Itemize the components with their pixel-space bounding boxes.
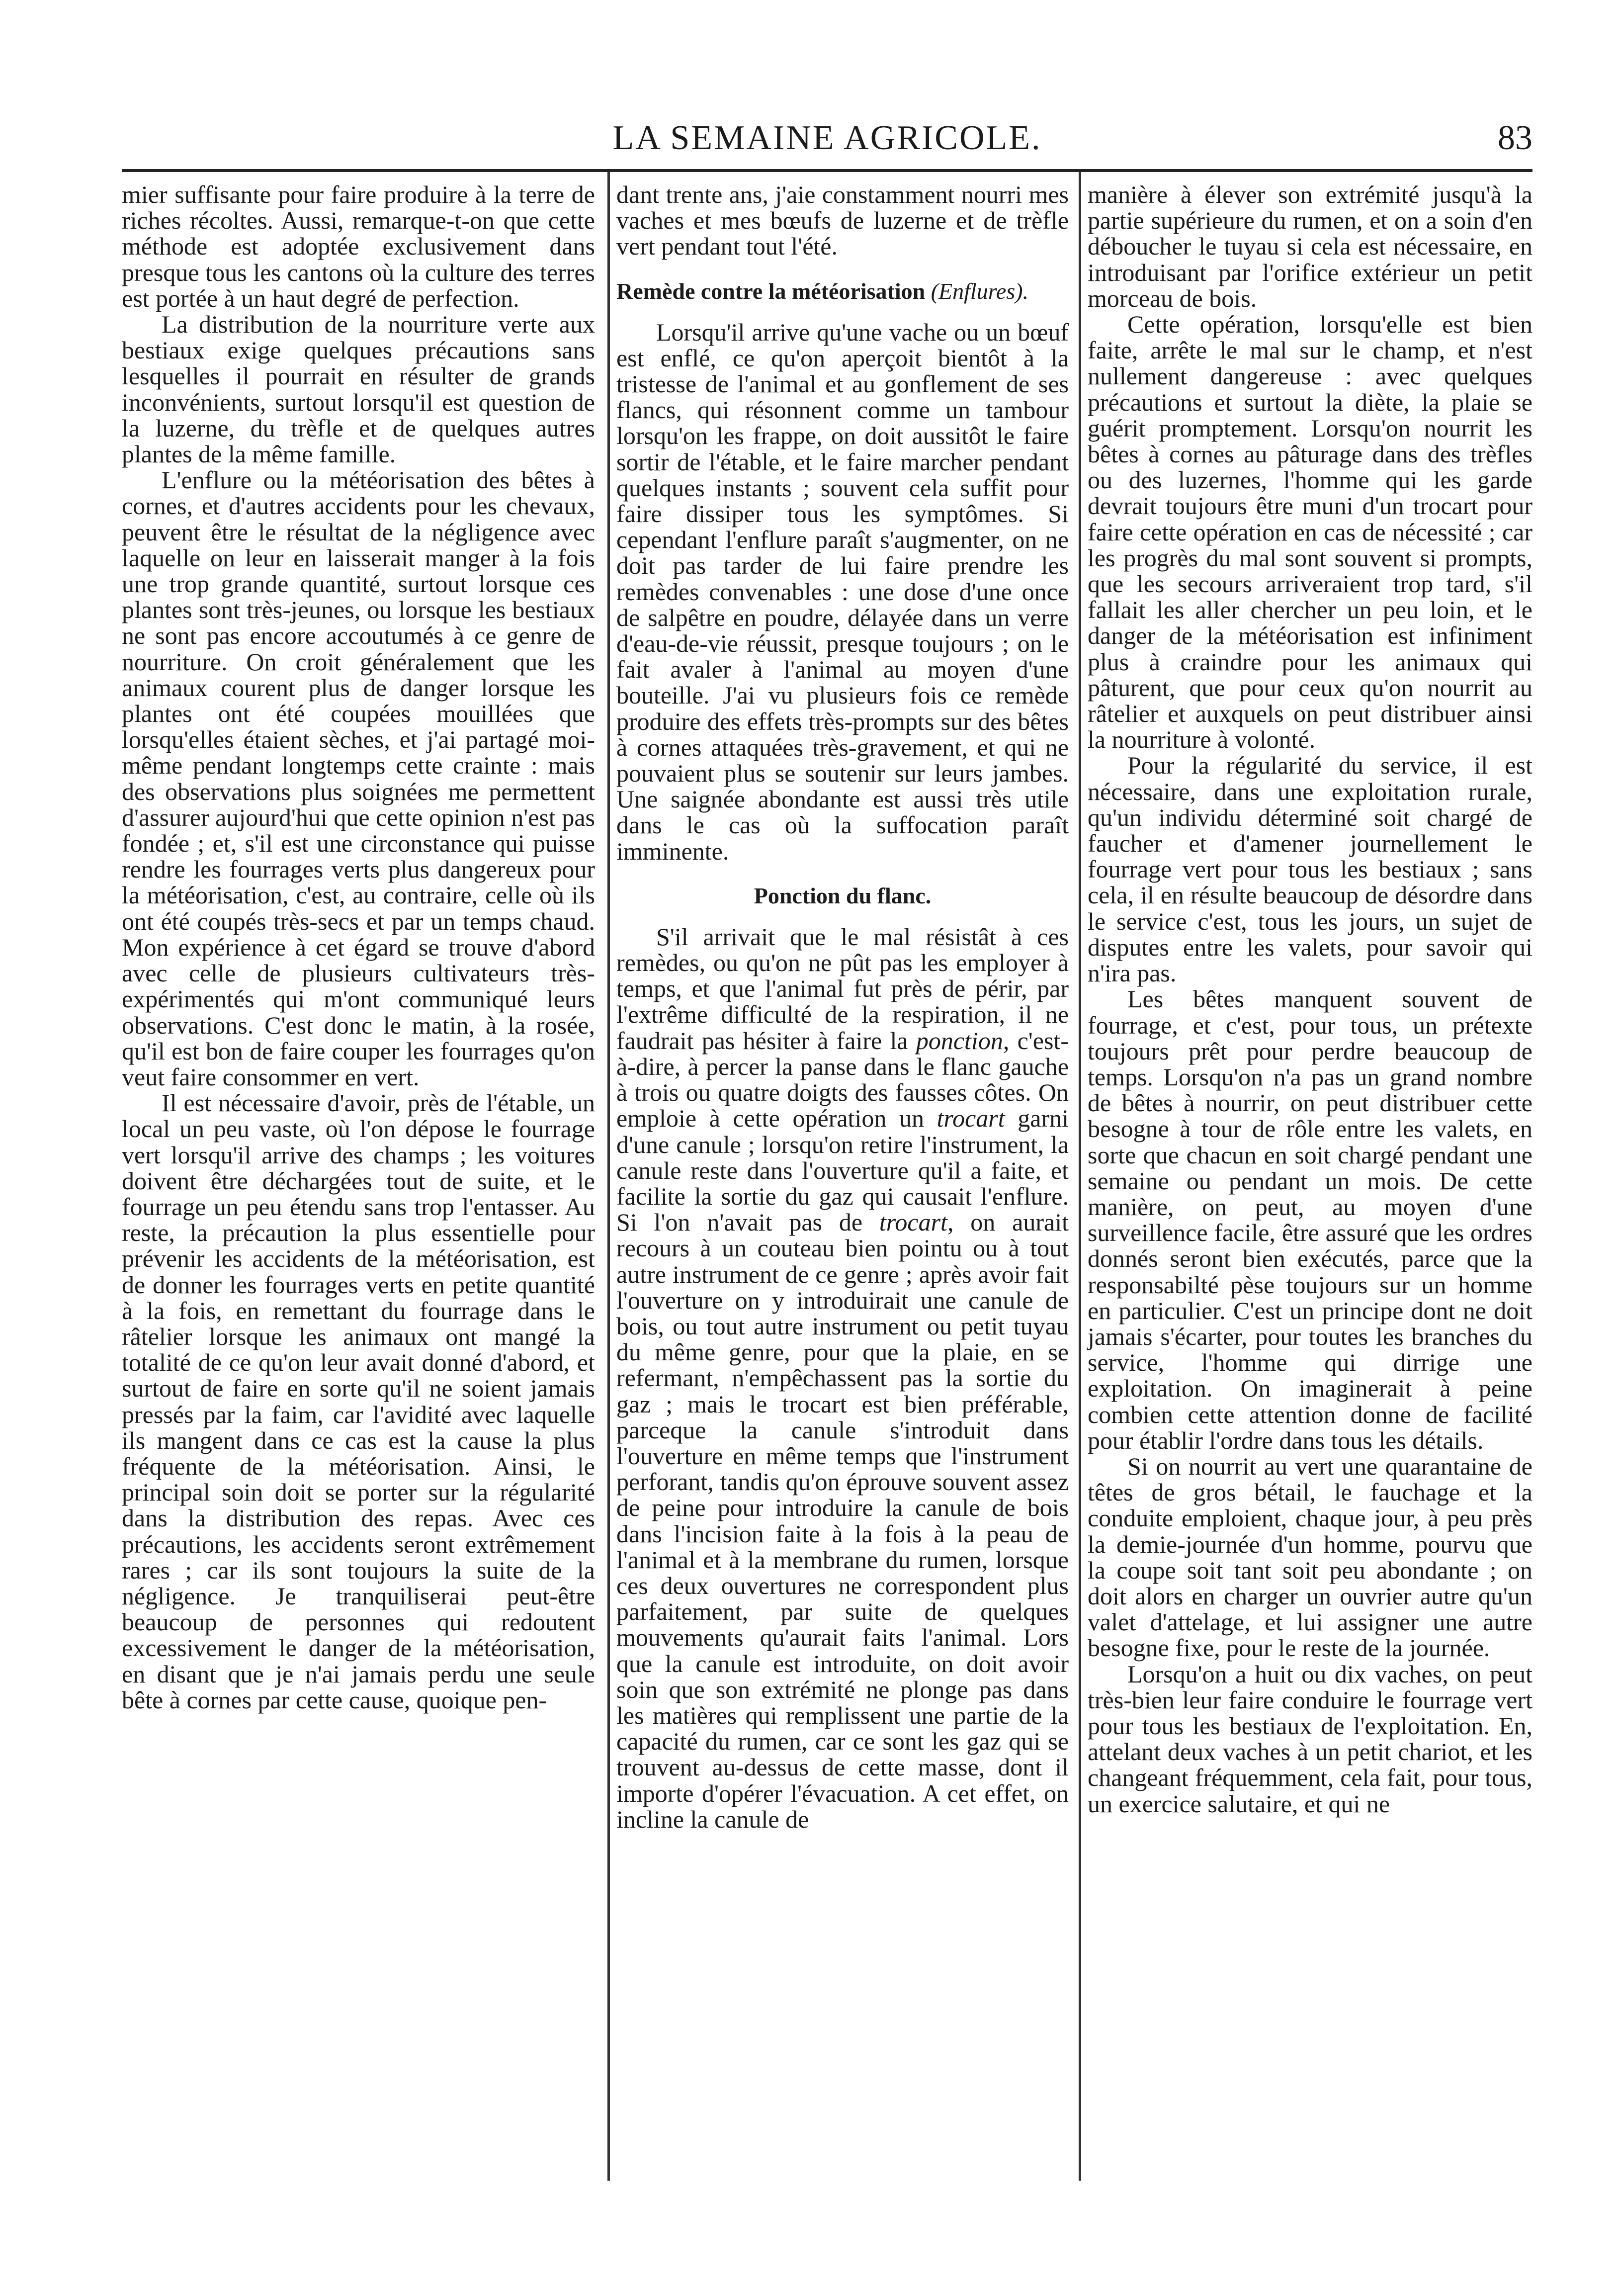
text-run: , on aurait recours à un couteau bien pointu ou à tout autre instrument de ce genre ; après avoir fait l'ouverture on y introduirait une canule de bois, ou tout autre instrument ou petit tuyau du même genre, pour que la plaie, en se refermant, n'empêchassent pas la sortie du gaz ; mais le trocart est bien préférable, parceque la canule s'introduit dans l'ouverture en même temps que l'instrument perforant, tandis qu'on éprouve souvent assez de peine pour introduire la canule de bois dans l'incision faite à la fois à la peau de l'animal et à la membrane du rumen, lorsque ces deux ouvertures ne correspondent plus parfaitement, par suite de quelques mouvements qu'aurait faits l'animal. Lors que la canule est introduite, on doit avoir soin que son extrémité ne plonge pas dans les matières qui remplissent une partie de la capacité du rumen, car ce sont les gaz qui se trouvent au-dessus de cette masse, dont il importe d'opérer l'évacuation. A cet effet, on incline la canule de (616, 1208, 1069, 1833)
paragraph: mier suffisante pour faire produire à la terre de riches récoltes. Aussi, remarque-t-on que cette méthode est adoptée exclusivement dans presque tous les cantons où la culture des terres est portée à un haut degré de perfection. (122, 180, 595, 312)
text-run: garni d'une canule ; lorsqu'on retire l'instrument, la canule reste dans l'ouverture qu'il a faite, et facilite la sortie du gaz qui causait l'enflure. Si l'on n'avait pas de (616, 1104, 1069, 1236)
section-heading-text: Remède contre la météorisation (616, 278, 926, 304)
italic-term: trocart (936, 1104, 1005, 1133)
text-run: , c'est-à-dire, à percer la panse dans le flanc gauche à trois ou quatre doigts des fausses côtes. On emploie à cette opération un (616, 1026, 1069, 1133)
paragraph: Lorsqu'il arrive qu'une vache ou un bœuf est enflé, ce qu'on aperçoit bientôt à la tristesse de l'animal et au gonflement de ses flancs, qui résonnent comme un tambour lorsqu'on les frappe, on doit aussitôt le faire sortir de l'étable, et le faire marcher pendant quelques instants ; souvent cela suffit pour faire dissiper tous les symptômes. Si cependant l'enflure paraît s'augmenter, on ne doit pas tarder de lui faire prendre les remèdes convenables : une dose d'une once de salpêtre en poudre, délayée dans un verre d'eau-de-vie réussit, presque toujours ; on le fait avaler à l'animal au moyen d'une bouteille. J'ai vu plusieurs fois ce remède produire des effets très-prompts sur des bêtes à cornes attaquées très-gravement, et qui ne pouvaient plus se soutenir sur leurs jambes. Une saignée abondante est aussi très utile dans le cas où la suffocation paraît imminente. (616, 318, 1069, 865)
header-rule (122, 169, 1532, 172)
paragraph: dant trente ans, j'aie constamment nourri mes vaches et mes bœufs de luzerne et de trèfle vert pendant tout l'été. (616, 180, 1069, 261)
paragraph: manière à élever son extrémité jusqu'à la partie supérieure du rumen, et on a soin d'en déboucher le tuyau si cela est nécessaire, en introduisant par l'orifice extérieur un petit morceau de bois. (1088, 180, 1532, 312)
column-3 (1088, 181, 1532, 1817)
paragraph: Il est nécessaire d'avoir, près de l'étable, un local un peu vaste, où l'on dépose le fourrage vert lorsqu'il arrive des champs ; les voitures doivent être déchargées tout de suite, et le fourrage un peu étendu sans trop l'entasser. Au reste, la précaution la plus essentielle pour prévenir les accidents de la météorisation, est de donner les fourrages verts en petite quantité à la fois, en remettant du fourrage dans le râtelier lorsque les animaux ont mangé la totalité de ce qu'on leur avait donné d'abord, et surtout de faire en sorte qu'il ne soient jamais pressés par la faim, car l'avidité avec laquelle ils mangent dans ce cas est la cause la plus fréquente de la météorisation. Ainsi, le principal soin doit se porter sur la régularité dans la distribution des repas. Avec ces précautions, les accidents seront extrêmement rares ; car ils sont toujours la suite de la négligence. Je tranquiliserai peut-être beaucoup de personnes qui redoutent excessivement le danger de la météorisation, en disant que je n'ai jamais perdu une seule bête à cornes par cette cause, quoique pen- (122, 1089, 595, 1714)
paragraph: Lorsqu'on a huit ou dix vaches, on peut très-bien leur faire conduire le fourrage vert pour tous les bestiaux de l'exploitation. En, attelant deux vaches à un petit chariot, et les changeant fréquemment, cela fait, pour tous, un exercice salutaire, et qui ne (1088, 1660, 1532, 1818)
running-header (122, 118, 1532, 163)
paragraph: L'enflure ou la météorisation des bêtes à cornes, et d'autres accidents pour les chevaux, peuvent être le résultat de la négligence avec laquelle on leur en laisserait manger à la fois une trop grande quantité, surtout lorsque ces plantes sont très-jeunes, ou lorsque les bestiaux ne sont pas encore accoutumés à ce genre de nourriture. On croit généralement que les animaux courent plus de danger lorsque les plantes ont été coupées mouillées que lorsqu'elles étaient sèches, et j'ai partagé moi-même pendant longtemps cette crainte : mais des observations plus soignées me permettent d'assurer aujourd'hui que cette opinion n'est pas fondée ; et, s'il est une circonstance qui puisse rendre les fourrages verts plus dangereux pour la météorisation, c'est, au contraire, celle où ils ont été coupés très-secs et par un temps chaud. Mon expérience à cet égard se trouve d'abord avec celle de plusieurs cultivateurs très-expérimentés qui m'ont communiqué leurs observations. C'est donc le matin, à la rosée, qu'il est bon de faire couper les fourrages qu'on veut faire consommer en vert. (122, 466, 595, 1091)
paragraph: La distribution de la nourriture verte aux bestiaux exige quelques précautions sans lesquelles il pourrait en résulter de grands inconvénients, surtout lorsqu'il est question de la luzerne, du trèfle et de quelques autres plantes de la même famille. (122, 310, 595, 468)
paragraph: Pour la régularité du service, il est nécessaire, dans une exploitation rurale, qu'un individu déterminé soit chargé de faucher et d'amener journellement le fourrage vert pour tous les bestiaux ; sans cela, il en résulte beaucoup de désordre dans le service c'est, tous les jours, un sujet de disputes entre les valets, pour savoir qui n'ira pas. (1088, 751, 1532, 987)
paragraph (616, 924, 1069, 1832)
page-number: 83 (1498, 119, 1532, 157)
paragraph: Si on nourrit au vert une quarantaine de têtes de gros bétail, le fauchage et la conduite emploient, chaque jour, à peu près la demie-journée d'un homme, pourvu que la coupe soit tant soit peu abondante ; on doit alors en charger un ouvrier autre qu'un valet d'attelage, et lui assigner une autre besogne fixe, pour le reste de la journée. (1088, 1452, 1532, 1662)
italic-term: ponction (916, 1026, 1003, 1055)
paragraph: Cette opération, lorsqu'elle est bien faite, arrête le mal sur le champ, et n'est nullement dangereuse : avec quelques précautions et surtout la diète, la plaie se guérit promptement. Lorsqu'on nourrit les bêtes à cornes au pâturage dans des trèfles ou des luzernes, l'homme qui les garde devrait toujours être muni d'un trocart pour faire cette opération en cas de nécessité ; car les progrès du mal sont souvent si prompts, que les secours arriveraient trop tard, s'il fallait les aller chercher un peu loin, et le danger de la météorisation est infiniment plus à craindre pour les animaux qui pâturent, que pour ceux qu'on nourrit au râtelier et auxquels on peut distribuer ainsi la nourriture à volonté. (1088, 310, 1532, 754)
column-divider-1 (607, 172, 610, 2181)
paragraph: Les bêtes manquent souvent de fourrage, et c'est, pour tous, un prétexte toujours prêt pour perdre beaucoup de temps. Lorsqu'on n'a pas un grand nombre de bêtes à nourrir, on peut distribuer cette besogne à tour de rôle entre les valets, en sorte que chacun en soit chargé pendant une semaine ou pendant un mois. De cette manière, on peut, au moyen d'une surveillence facile, être assuré que les ordres donnés seront bien exécutés, parce que la responsabilté pèse toujours sur un homme en particulier. C'est un principe dont ne doit jamais s'écarter, pour toutes les branches du service, l'homme qui dirrige une exploitation. On imaginerait à peine combien cette attention donne de facilité pour établir l'ordre dans tous les détails. (1088, 985, 1532, 1454)
column-2 (616, 181, 1069, 1832)
column-1 (122, 181, 595, 1713)
section-heading: Ponction du flanc. (754, 883, 932, 908)
section-heading (616, 278, 1069, 304)
column-divider-2 (1079, 172, 1081, 2181)
section-heading-note: (Enflures). (931, 278, 1029, 304)
text-run: S'il arrivait que le mal résistât à ces remèdes, ou qu'on ne pût pas les employer à temps, et que l'animal fut près de périr, par l'extrême difficulté de la respiration, il ne faudrait pas hésiter à faire la (616, 922, 1069, 1055)
italic-term: trocart (879, 1208, 947, 1236)
publication-title: LA SEMAINE AGRICOLE. (612, 119, 1042, 157)
